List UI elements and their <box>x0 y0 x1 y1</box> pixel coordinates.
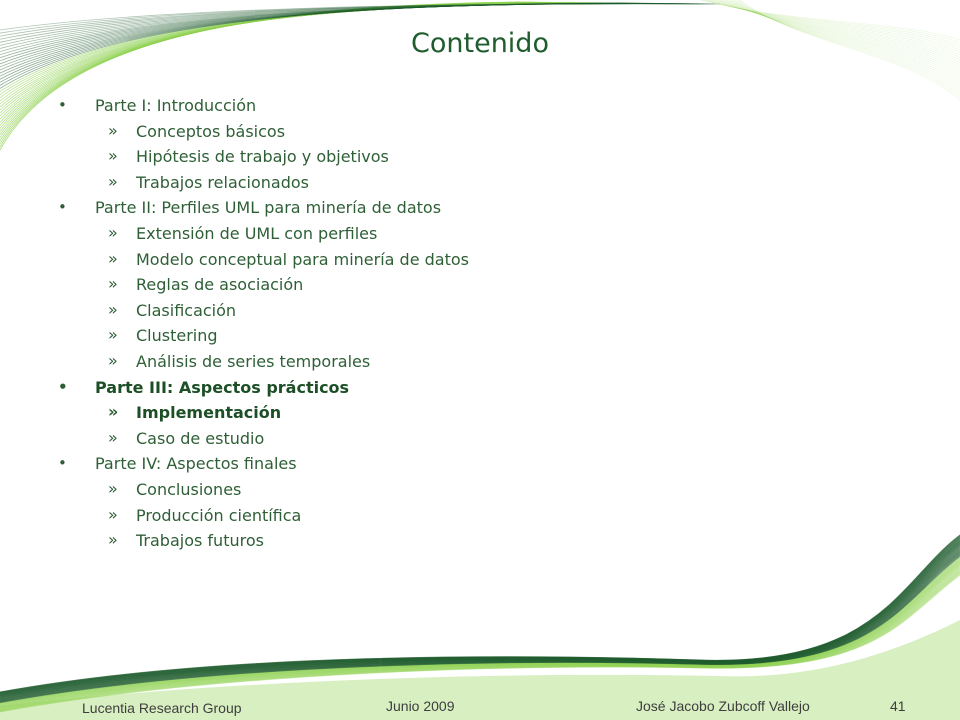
outline-item-label: Conclusiones <box>136 480 242 499</box>
bullet-icon: • <box>58 198 67 217</box>
chevron-bullet-icon: » <box>108 299 118 319</box>
outline-item-label: Trabajos futuros <box>136 531 264 551</box>
footer-group: Lucentia Research Group <box>82 700 242 716</box>
chevron-bullet-icon: » <box>108 351 118 370</box>
outline-item-label: Extensión de UML con perfiles <box>136 224 378 243</box>
chevron-bullet-icon: » <box>108 479 118 498</box>
outline-section-label: Parte III: Aspectos prácticos <box>95 377 350 397</box>
outline-item-label: Análisis de series temporales <box>136 352 371 371</box>
outline-item-label: Trabajos relacionados <box>136 172 309 192</box>
bullet-icon: • <box>58 96 67 114</box>
bullet-icon: • <box>58 454 67 473</box>
chevron-bullet-icon: » <box>108 120 118 140</box>
chevron-bullet-icon: » <box>108 223 118 242</box>
chevron-bullet-icon: » <box>108 530 118 550</box>
chevron-bullet-icon: » <box>108 248 118 268</box>
outline-item-label: Reglas de asociación <box>136 275 304 295</box>
footer-author: José Jacobo Zubcoff Vallejo <box>636 698 810 714</box>
chevron-bullet-icon: » <box>108 171 118 191</box>
chevron-bullet-icon: » <box>108 427 118 447</box>
outline-item-label: Implementación <box>136 403 282 423</box>
outline-item-label: Caso de estudio <box>136 428 265 448</box>
chevron-bullet-icon: » <box>108 274 118 294</box>
chevron-bullet-icon: » <box>108 402 119 422</box>
outline-item-label: Modelo conceptual para minería de datos <box>136 249 469 269</box>
chevron-bullet-icon: » <box>108 325 118 345</box>
outline-section-label: Parte I: Introducción <box>95 96 257 115</box>
outline-item-label: Conceptos básicos <box>136 121 286 141</box>
footer-page-number: 41 <box>890 698 906 714</box>
chevron-bullet-icon: » <box>108 146 118 166</box>
outline-section-label: Parte II: Perfiles UML para minería de datos <box>95 198 442 218</box>
outline-item-label: Producción científica <box>136 505 302 525</box>
outline-item-label: Hipótesis de trabajo y objetivos <box>136 147 389 167</box>
outline-section-label: Parte IV: Aspectos finales <box>95 454 297 474</box>
footer-date: Junio 2009 <box>386 698 455 714</box>
outline-item-label: Clustering <box>136 326 218 346</box>
chevron-bullet-icon: » <box>108 504 118 524</box>
outline-item-label: Clasificación <box>136 300 237 320</box>
bullet-icon: • <box>58 377 68 396</box>
slide-title: Contenido <box>411 28 549 59</box>
